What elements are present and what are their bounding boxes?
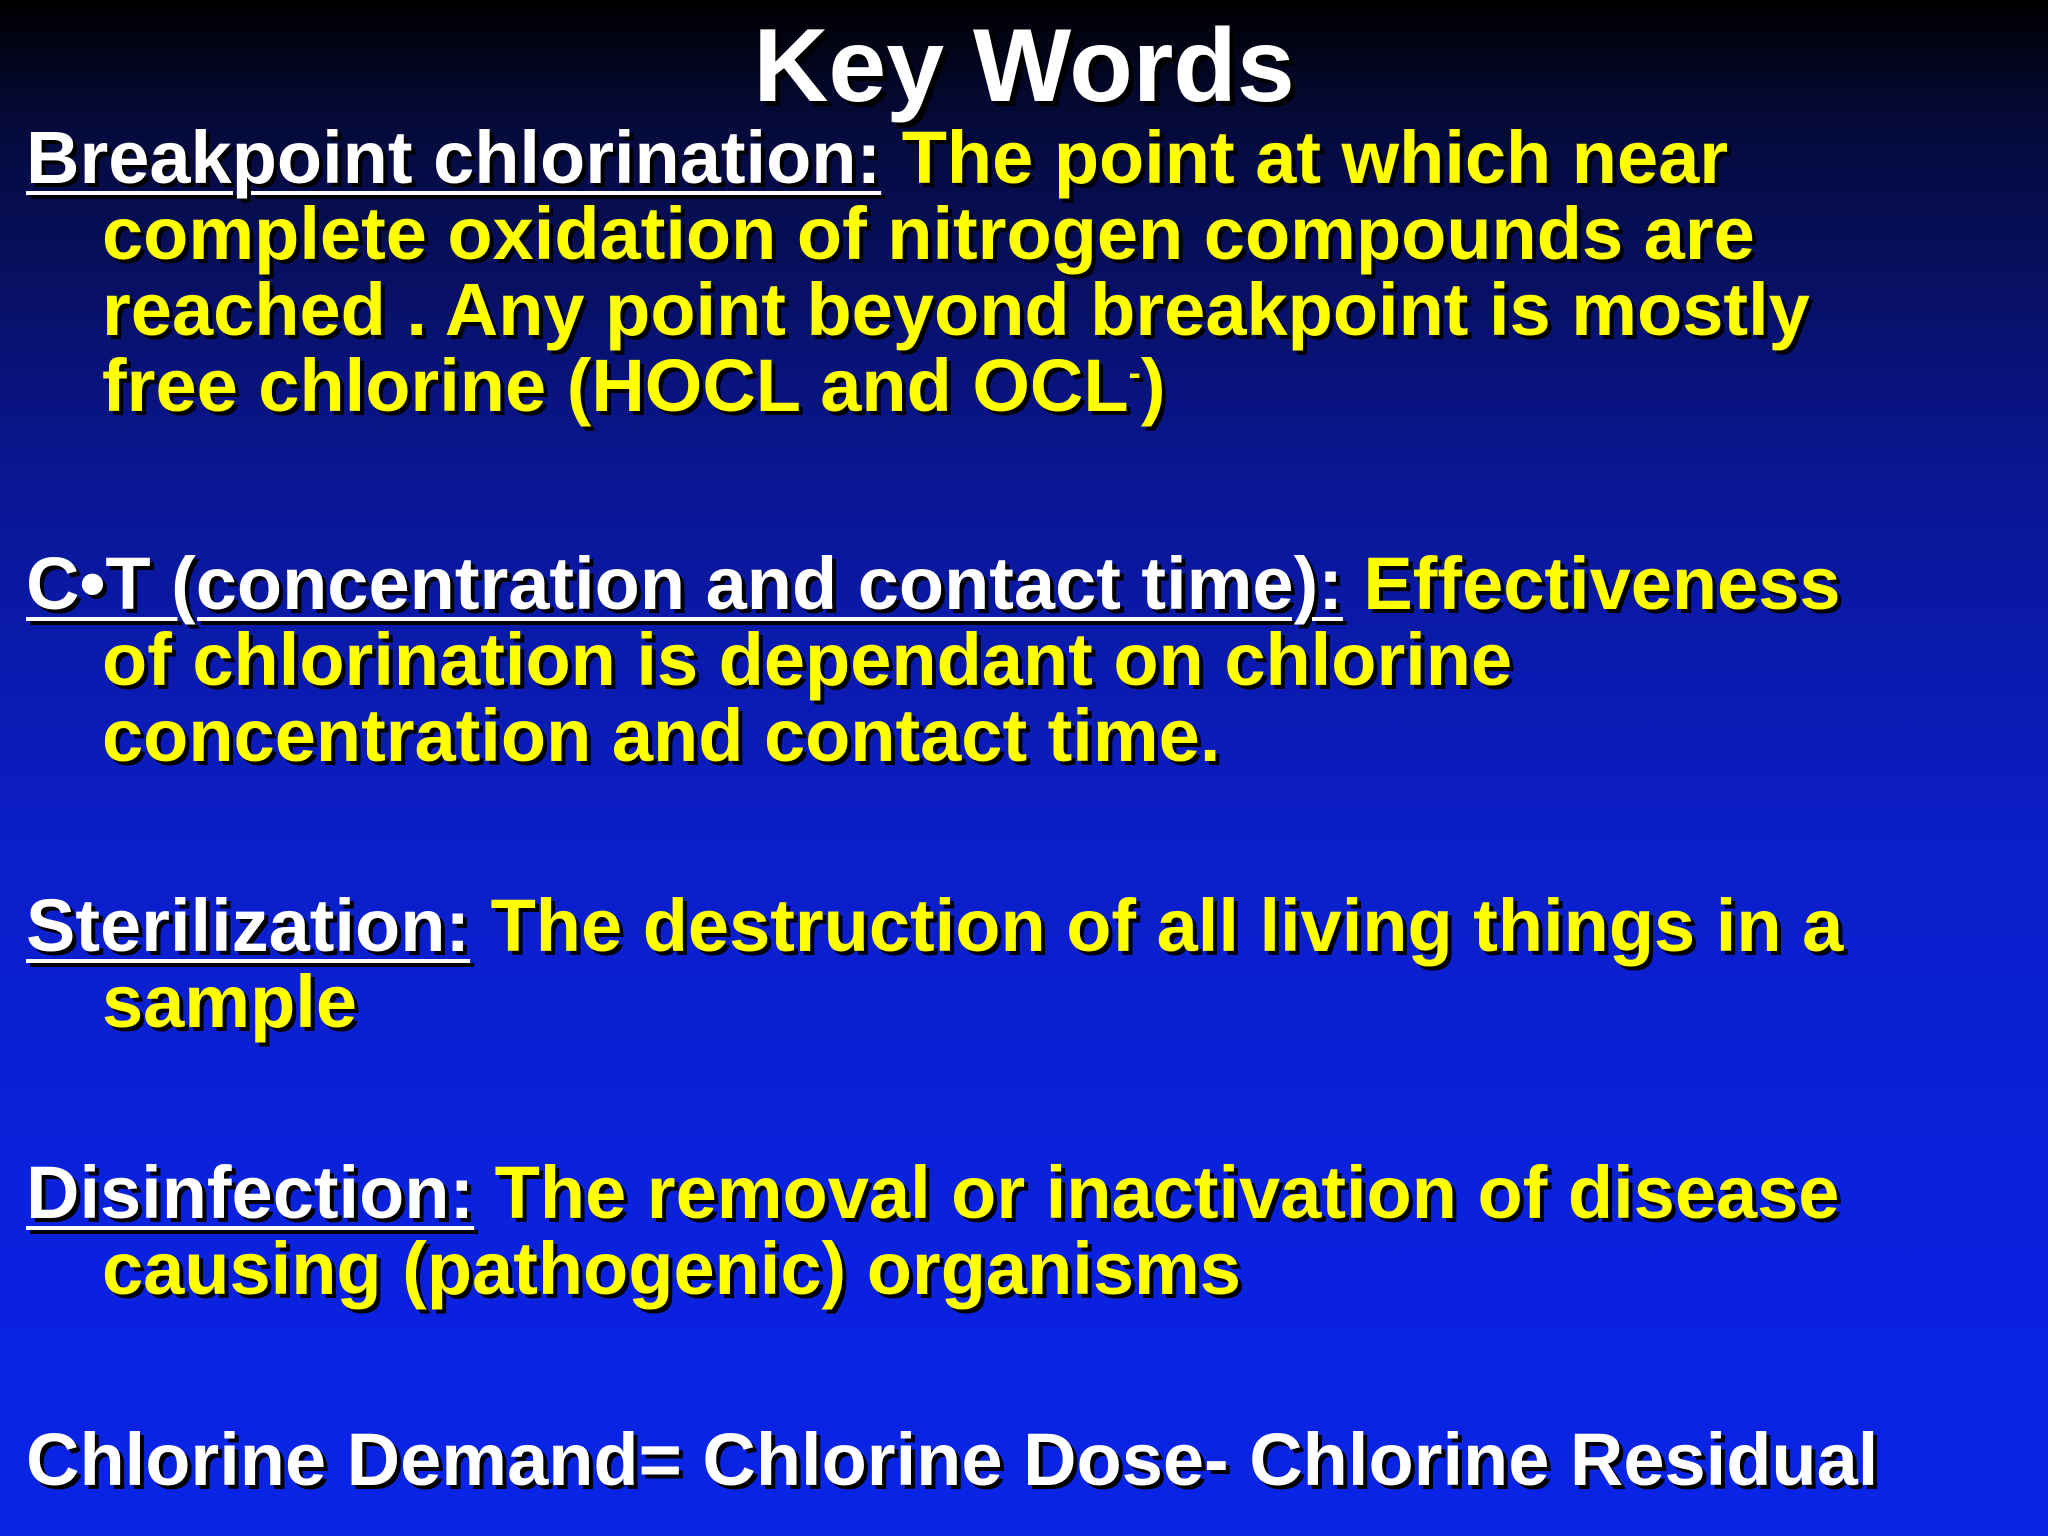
definition-line: of chlorination is dependant on chlorine: [102, 618, 1513, 701]
definition-disinfection: [26, 1151, 2026, 1310]
definition-text: The removal or inactivation of disease: [474, 1151, 1840, 1234]
definition-text: The destruction of all living things in a: [470, 884, 1844, 967]
definition-line: causing (pathogenic) organisms: [102, 1227, 1241, 1310]
term-label: Breakpoint chlorination:: [26, 116, 882, 199]
superscript-minus: -: [1128, 352, 1141, 394]
chlorine-demand-formula: Chlorine Demand= Chlorine Dose- Chlorine Residual: [26, 1418, 1879, 1501]
term-label: Sterilization:: [26, 884, 471, 967]
closing-paren: ): [1140, 344, 1166, 427]
term-label: C•T (concentration and contact time):: [26, 542, 1343, 625]
term-label: Disinfection:: [26, 1151, 475, 1234]
slide-title: Key Words: [753, 8, 1295, 124]
definition-breakpoint-chlorination: [26, 116, 2026, 427]
definition-sterilization: [26, 884, 2026, 1043]
definition-text: The point at which near: [881, 116, 1729, 199]
definition-text: Effectiveness: [1342, 542, 1841, 625]
definition-line: sample: [102, 960, 358, 1043]
definition-line: concentration and contact time.: [102, 694, 1221, 777]
definition-ct: [26, 542, 2026, 777]
definition-line: complete oxidation of nitrogen compounds are: [102, 192, 1755, 275]
definition-line: reached . Any point beyond breakpoint is mostly: [102, 268, 1810, 351]
definition-line: [26, 344, 2026, 427]
definition-line-text: free chlorine (HOCL and OCL: [102, 344, 1129, 427]
